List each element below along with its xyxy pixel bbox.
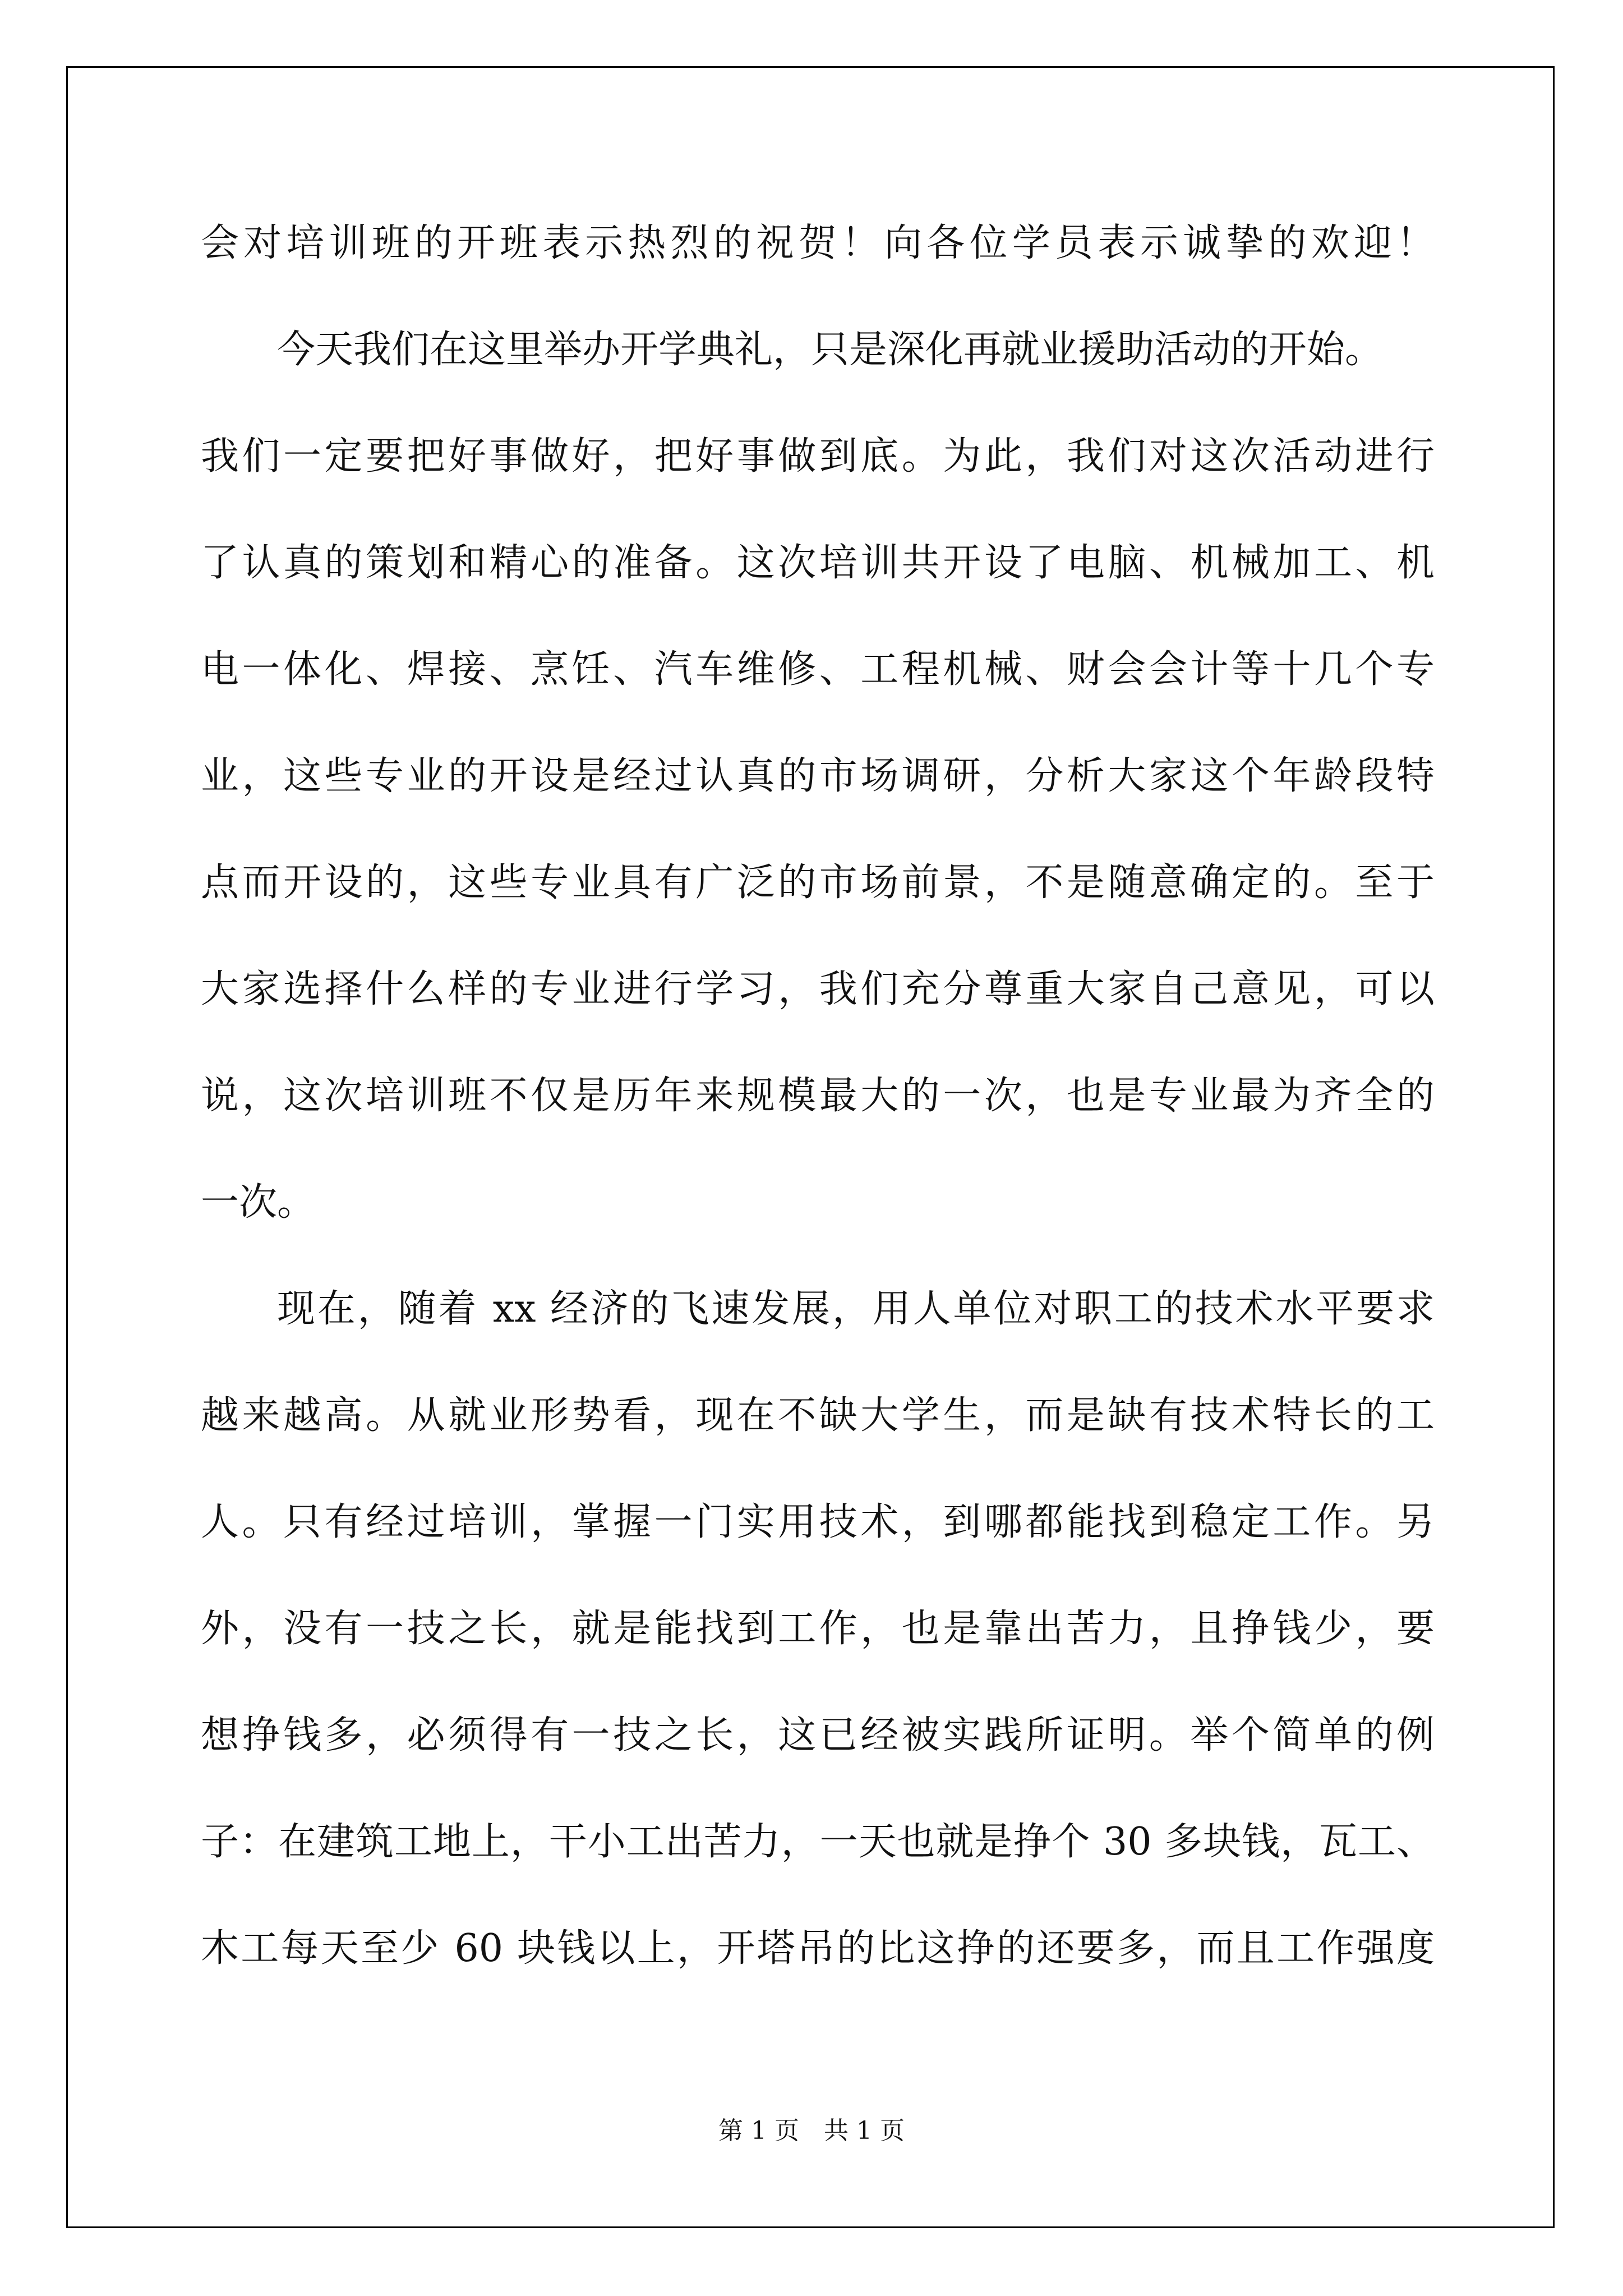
text-line-14: 外，没有一技之长，就是能找到工作，也是靠出苦力，且挣钱少，要 [201, 1607, 1435, 1651]
text-line-6: 业，这些专业的开设是经过认真的市场调研，分析大家这个年龄段特 [201, 754, 1435, 798]
text-line-13: 人。只有经过培训，掌握一门实用技术，到哪都能找到稳定工作。另 [201, 1500, 1435, 1544]
text-line-15: 想挣钱多，必须得有一技之长，这已经被实践所证明。举个简单的例 [201, 1713, 1435, 1757]
text-line-4: 了认真的策划和精心的准备。这次培训共开设了电脑、机械加工、机 [201, 541, 1435, 585]
page-footer: 第 1 页 共 1 页 [718, 2116, 905, 2145]
text-line-16: 子：在建筑工地上，干小工出苦力，一天也就是挣个 30 多块钱，瓦工、 [201, 1820, 1435, 1864]
text-line-17: 木工每天至少 60 块钱以上，开塔吊的比这挣的还要多，而且工作强度 [201, 1926, 1435, 1971]
text-line-1: 会对培训班的开班表示热烈的祝贺！向各位学员表示诚挚的欢迎！ [201, 221, 1435, 265]
document-body [201, 212, 1435, 2024]
text-line-12: 越来越高。从就业形势看，现在不缺大学生，而是缺有技术特长的工 [201, 1393, 1435, 1438]
text-line-7: 点而开设的，这些专业具有广泛的市场前景，不是随意确定的。至于 [201, 861, 1435, 905]
text-line-9: 说，这次培训班不仅是历年来规模最大的一次，也是专业最为齐全的 [201, 1074, 1435, 1118]
text-line-11: 现在，随着 xx 经济的飞速发展，用人单位对职工的技术水平要求 [277, 1287, 1435, 1331]
text-line-8: 大家选择什么样的专业进行学习，我们充分尊重大家自己意见，可以 [201, 967, 1435, 1011]
text-line-10: 一次。 [201, 1180, 316, 1225]
text-line-5: 电一体化、焊接、烹饪、汽车维修、工程机械、财会会计等十几个专 [201, 647, 1435, 692]
text-line-2: 今天我们在这里举办开学典礼，只是深化再就业援助活动的开始。 [277, 328, 1384, 372]
text-line-3: 我们一定要把好事做好，把好事做到底。为此，我们对这次活动进行 [201, 434, 1435, 478]
